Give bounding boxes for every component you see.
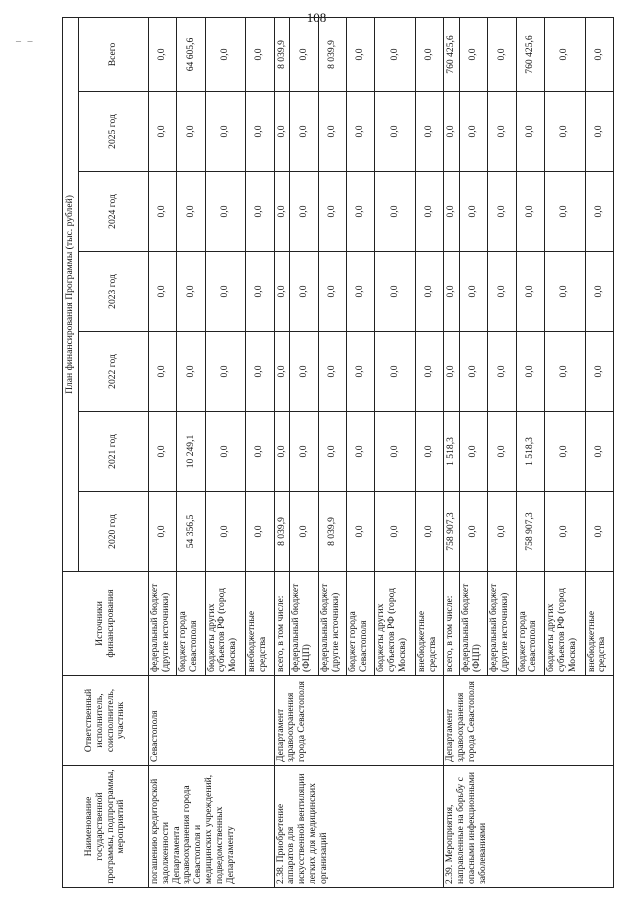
value-cell: 0,0 bbox=[246, 172, 274, 252]
value-cell: 0,0 bbox=[149, 92, 177, 172]
value-cell: 0,0 bbox=[290, 332, 318, 412]
financing-source: внебюджетные средства bbox=[415, 572, 443, 676]
value-cell: 0,0 bbox=[460, 172, 488, 252]
financing-source: федеральный бюджет (ФЦП) bbox=[290, 572, 318, 676]
responsible-executor: Департамент здравоохранения города Севастополя bbox=[444, 676, 614, 766]
value-cell: 0,0 bbox=[544, 172, 585, 252]
responsible-executor: Департамент здравоохранения города Севастополя bbox=[274, 676, 444, 766]
header-year-2022: 2022 год bbox=[79, 332, 149, 412]
margin-mark: – – bbox=[16, 36, 35, 47]
value-total: 0,0 bbox=[346, 17, 374, 91]
value-cell: 0,0 bbox=[318, 332, 346, 412]
value-cell: 0,0 bbox=[149, 492, 177, 572]
value-cell: 0,0 bbox=[488, 332, 516, 412]
value-cell: 0,0 bbox=[274, 412, 290, 492]
value-cell: 0,0 bbox=[149, 252, 177, 332]
value-cell: 0,0 bbox=[444, 92, 460, 172]
financing-source: всего, в том числе: bbox=[444, 572, 460, 676]
value-cell: 0,0 bbox=[544, 252, 585, 332]
value-cell: 0,0 bbox=[488, 412, 516, 492]
value-cell: 0,0 bbox=[177, 172, 205, 252]
value-cell: 0,0 bbox=[274, 172, 290, 252]
value-cell: 0,0 bbox=[274, 92, 290, 172]
value-total: 760 425,6 bbox=[516, 17, 544, 91]
value-cell: 8 039,9 bbox=[318, 492, 346, 572]
value-cell: 0,0 bbox=[274, 252, 290, 332]
financing-source: внебюджетные средства bbox=[585, 572, 613, 676]
value-cell: 0,0 bbox=[488, 172, 516, 252]
financing-source: бюджет города Севастополя bbox=[516, 572, 544, 676]
value-cell: 0,0 bbox=[149, 412, 177, 492]
value-cell: 1 518,3 bbox=[516, 412, 544, 492]
value-cell: 0,0 bbox=[290, 92, 318, 172]
value-cell: 0,0 bbox=[516, 252, 544, 332]
value-total: 8 039,9 bbox=[274, 17, 290, 91]
value-cell: 0,0 bbox=[415, 332, 443, 412]
financing-table bbox=[62, 17, 614, 888]
financing-source: федеральный бюджет (ФЦП) bbox=[460, 572, 488, 676]
value-total: 0,0 bbox=[290, 17, 318, 91]
value-cell: 0,0 bbox=[318, 252, 346, 332]
value-cell: 0,0 bbox=[375, 252, 416, 332]
table-header bbox=[63, 17, 149, 887]
value-cell: 0,0 bbox=[585, 332, 613, 412]
value-cell: 0,0 bbox=[346, 92, 374, 172]
measure-name: 2.38. Приобретение аппаратов для искусственной вентиляции легких для медицинских организаций bbox=[274, 766, 444, 888]
value-total: 0,0 bbox=[246, 17, 274, 91]
value-cell: 0,0 bbox=[415, 492, 443, 572]
value-cell: 0,0 bbox=[488, 252, 516, 332]
financing-source: бюджеты других субъектов РФ (город Москва) bbox=[375, 572, 416, 676]
value-cell: 0,0 bbox=[444, 252, 460, 332]
value-cell: 0,0 bbox=[346, 492, 374, 572]
value-cell: 0,0 bbox=[516, 92, 544, 172]
financing-source: бюджеты других субъектов РФ (город Москва) bbox=[205, 572, 246, 676]
value-cell: 0,0 bbox=[585, 492, 613, 572]
value-cell: 0,0 bbox=[205, 332, 246, 412]
value-cell: 0,0 bbox=[205, 412, 246, 492]
financing-source: всего, в том числе: bbox=[274, 572, 290, 676]
value-total: 0,0 bbox=[205, 17, 246, 91]
value-cell: 0,0 bbox=[444, 172, 460, 252]
value-cell: 0,0 bbox=[246, 492, 274, 572]
value-cell: 0,0 bbox=[415, 172, 443, 252]
financing-source: бюджет города Севастополя bbox=[346, 572, 374, 676]
financing-source: внебюджетные средства bbox=[246, 572, 274, 676]
header-responsible: Ответственный исполнитель, соисполнитель, участник bbox=[63, 676, 149, 766]
value-total: 0,0 bbox=[149, 17, 177, 91]
value-cell: 0,0 bbox=[290, 412, 318, 492]
value-cell: 0,0 bbox=[375, 492, 416, 572]
header-name: Наименование государственной программы, подпрограммы, мероприятий bbox=[63, 766, 149, 888]
value-cell: 0,0 bbox=[205, 92, 246, 172]
value-cell: 0,0 bbox=[177, 92, 205, 172]
value-cell: 0,0 bbox=[516, 172, 544, 252]
header-year-2025: 2025 год bbox=[79, 92, 149, 172]
value-cell: 0,0 bbox=[585, 252, 613, 332]
value-cell: 0,0 bbox=[460, 252, 488, 332]
value-total: 8 039,9 bbox=[318, 17, 346, 91]
value-cell: 0,0 bbox=[346, 332, 374, 412]
value-cell: 0,0 bbox=[460, 492, 488, 572]
value-cell: 0,0 bbox=[488, 492, 516, 572]
measure-name: 2.39. Мероприятия, направленные на борьбу с опасными инфекционными заболеваниями bbox=[444, 766, 614, 888]
value-total: 64 605,6 bbox=[177, 17, 205, 91]
value-cell: 1 518,3 bbox=[444, 412, 460, 492]
value-total: 0,0 bbox=[488, 17, 516, 91]
value-cell: 0,0 bbox=[415, 252, 443, 332]
value-cell: 0,0 bbox=[544, 92, 585, 172]
value-cell: 0,0 bbox=[444, 332, 460, 412]
value-cell: 0,0 bbox=[318, 172, 346, 252]
value-cell: 0,0 bbox=[177, 332, 205, 412]
value-cell: 0,0 bbox=[346, 172, 374, 252]
value-total: 0,0 bbox=[585, 17, 613, 91]
value-cell: 0,0 bbox=[274, 332, 290, 412]
table-body bbox=[149, 17, 614, 887]
value-cell: 0,0 bbox=[516, 332, 544, 412]
table-row bbox=[149, 17, 177, 887]
value-cell: 0,0 bbox=[205, 172, 246, 252]
value-total: 0,0 bbox=[415, 17, 443, 91]
value-cell: 0,0 bbox=[585, 412, 613, 492]
header-year-2021: 2021 год bbox=[79, 412, 149, 492]
value-cell: 0,0 bbox=[415, 412, 443, 492]
value-cell: 0,0 bbox=[460, 92, 488, 172]
rotated-table-container bbox=[62, 35, 614, 888]
value-cell: 0,0 bbox=[375, 92, 416, 172]
value-cell: 0,0 bbox=[460, 332, 488, 412]
value-cell: 0,0 bbox=[544, 412, 585, 492]
value-cell: 10 249,1 bbox=[177, 412, 205, 492]
table-holder bbox=[62, 35, 614, 888]
value-cell: 0,0 bbox=[290, 252, 318, 332]
value-cell: 0,0 bbox=[205, 252, 246, 332]
value-cell: 0,0 bbox=[149, 332, 177, 412]
value-cell: 0,0 bbox=[460, 412, 488, 492]
financing-source: бюджеты других субъектов РФ (город Москва) bbox=[544, 572, 585, 676]
value-total: 0,0 bbox=[375, 17, 416, 91]
value-cell: 0,0 bbox=[585, 172, 613, 252]
header-year-2023: 2023 год bbox=[79, 252, 149, 332]
value-cell: 0,0 bbox=[375, 172, 416, 252]
header-source: Источники финансирования bbox=[63, 572, 149, 676]
value-cell: 0,0 bbox=[246, 252, 274, 332]
value-cell: 0,0 bbox=[246, 92, 274, 172]
value-cell: 0,0 bbox=[488, 92, 516, 172]
value-cell: 758 907,3 bbox=[444, 492, 460, 572]
table-row bbox=[444, 17, 460, 887]
financing-source: федеральный бюджет (другие источники) bbox=[488, 572, 516, 676]
value-cell: 0,0 bbox=[346, 252, 374, 332]
table-row bbox=[274, 17, 290, 887]
value-cell: 0,0 bbox=[544, 332, 585, 412]
financing-source: бюджет города Севастополя bbox=[177, 572, 205, 676]
header-year-2020: 2020 год bbox=[79, 492, 149, 572]
value-cell: 0,0 bbox=[290, 492, 318, 572]
value-cell: 0,0 bbox=[346, 412, 374, 492]
value-cell: 0,0 bbox=[246, 332, 274, 412]
value-cell: 0,0 bbox=[205, 492, 246, 572]
value-cell: 0,0 bbox=[177, 252, 205, 332]
value-cell: 0,0 bbox=[415, 92, 443, 172]
header-total: Всего bbox=[79, 17, 149, 91]
responsible-executor: Севастополя bbox=[149, 676, 275, 766]
value-total: 760 425,6 bbox=[444, 17, 460, 91]
value-cell: 758 907,3 bbox=[516, 492, 544, 572]
value-cell: 0,0 bbox=[585, 92, 613, 172]
measure-name: погашению кредиторской задолженности Департамента здравоохранения города Севастополя и медицинских учреждений, подведомственных Департаменту bbox=[149, 766, 275, 888]
value-cell: 0,0 bbox=[318, 92, 346, 172]
value-cell: 54 356,5 bbox=[177, 492, 205, 572]
value-cell: 8 039,9 bbox=[274, 492, 290, 572]
value-cell: 0,0 bbox=[246, 412, 274, 492]
page-number: 108 bbox=[306, 10, 327, 25]
value-cell: 0,0 bbox=[544, 492, 585, 572]
value-cell: 0,0 bbox=[318, 412, 346, 492]
financing-source: федеральный бюджет (другие источники) bbox=[318, 572, 346, 676]
financing-source: федеральный бюджет (другие источники) bbox=[149, 572, 177, 676]
value-total: 0,0 bbox=[544, 17, 585, 91]
value-cell: 0,0 bbox=[290, 172, 318, 252]
header-year-2024: 2024 год bbox=[79, 172, 149, 252]
value-cell: 0,0 bbox=[149, 172, 177, 252]
value-cell: 0,0 bbox=[375, 332, 416, 412]
value-total: 0,0 bbox=[460, 17, 488, 91]
value-cell: 0,0 bbox=[375, 412, 416, 492]
header-plan: План финансирования Программы (тыс. рублей) bbox=[63, 17, 79, 571]
